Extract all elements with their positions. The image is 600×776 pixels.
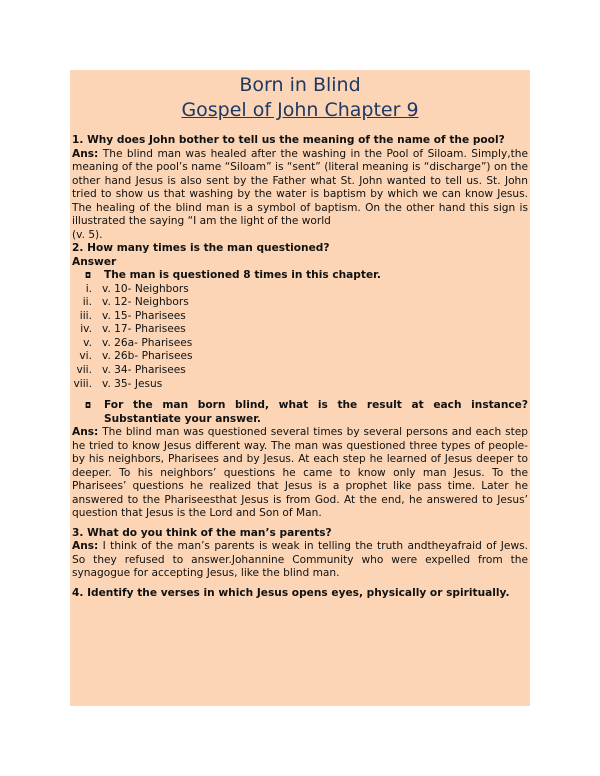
question-2b-text: For the man born blind, what is the result at each instance? Substantiate your answer. (104, 399, 528, 425)
answer-3 (72, 540, 528, 581)
title-line-1: Born in Blind (239, 74, 361, 96)
list-item: ii. v. 12- Neighbors (82, 296, 189, 309)
list-item: viii. v. 35- Jesus (73, 377, 163, 390)
answer-2-bullet-text: The man is questioned 8 times in this chapter. (104, 269, 381, 281)
bullet-icon: ◘ (84, 401, 92, 411)
question-4: 4. Identify the verses in which Jesus opens eyes, physically or spiritually. (72, 586, 510, 599)
question-2b-bullet (72, 399, 528, 426)
document-title (72, 73, 528, 123)
answer-1-label: Ans: (72, 147, 99, 160)
answer-1 (72, 148, 528, 229)
answer-3-label: Ans: (72, 540, 99, 553)
answer-1-ref: (v. 5). (72, 228, 103, 241)
list-item: i. v. 10- Neighbors (85, 282, 189, 295)
answer-3-text: I think of the man’s parents is weak in telling the truth andtheyafraid of Jews. So they refused to answer.Johannine Community who were expelled from the synagogue for accepting Jesus, like the blind man. (72, 540, 528, 580)
answer-2-bullet (72, 269, 528, 283)
question-1: 1. Why does John bother to tell us the meaning of the name of the pool? (72, 134, 505, 146)
list-item: vi. v. 26b- Pharisees (79, 350, 193, 363)
list-item: vii. v. 34- Pharisees (76, 364, 186, 377)
answer-2-label: Answer (72, 255, 117, 268)
answer-1-text: The blind man was healed after the washing in the Pool of Siloam. Simply,the meaning of the pool’s name “Siloam” is “sent” (literal meaning is “discharge”) on the other hand Jesus is also sent by the Father what St. John wanted to tell us. St. John tried to show us that washing by the water is baptism by which we can know Jesus. The healing of the blind man is a symbol of baptism. On the other hand this sign is illustrated the saying “I am the light of the world (72, 147, 528, 227)
title-line-2: Gospel of John Chapter 9 (181, 99, 419, 121)
question-list (72, 283, 528, 392)
list-item: iii. v. 15- Pharisees (79, 309, 186, 322)
question-3: 3. What do you think of the man’s parents? (72, 526, 332, 539)
document-page (70, 70, 530, 706)
answer-2b-text: The blind man was questioned several times by several persons and each step he tried to know Jesus different way. The man was questioned three types of people- by his neighbors, Pharisees and by Jesus. At each step he learned of Jesus deeper to deeper. To his neighbors’ questions he came to know only man Jesus. To the Pharisees’ questions he realized that Jesus is a prophet like pass time. Later he answered to the Phariseesthat Jesus is from God. At the end, he answered to Jesus’ question that Jesus is the Lord and Son of Man. (72, 426, 528, 520)
list-item: iv. v. 17- Pharisees (80, 323, 186, 336)
answer-2b-label: Ans: (72, 426, 99, 439)
list-item: v. v. 26a- Pharisees (83, 336, 193, 349)
answer-2b (72, 426, 528, 521)
question-2: 2. How many times is the man questioned? (72, 242, 330, 254)
bullet-icon: ◘ (84, 271, 92, 280)
